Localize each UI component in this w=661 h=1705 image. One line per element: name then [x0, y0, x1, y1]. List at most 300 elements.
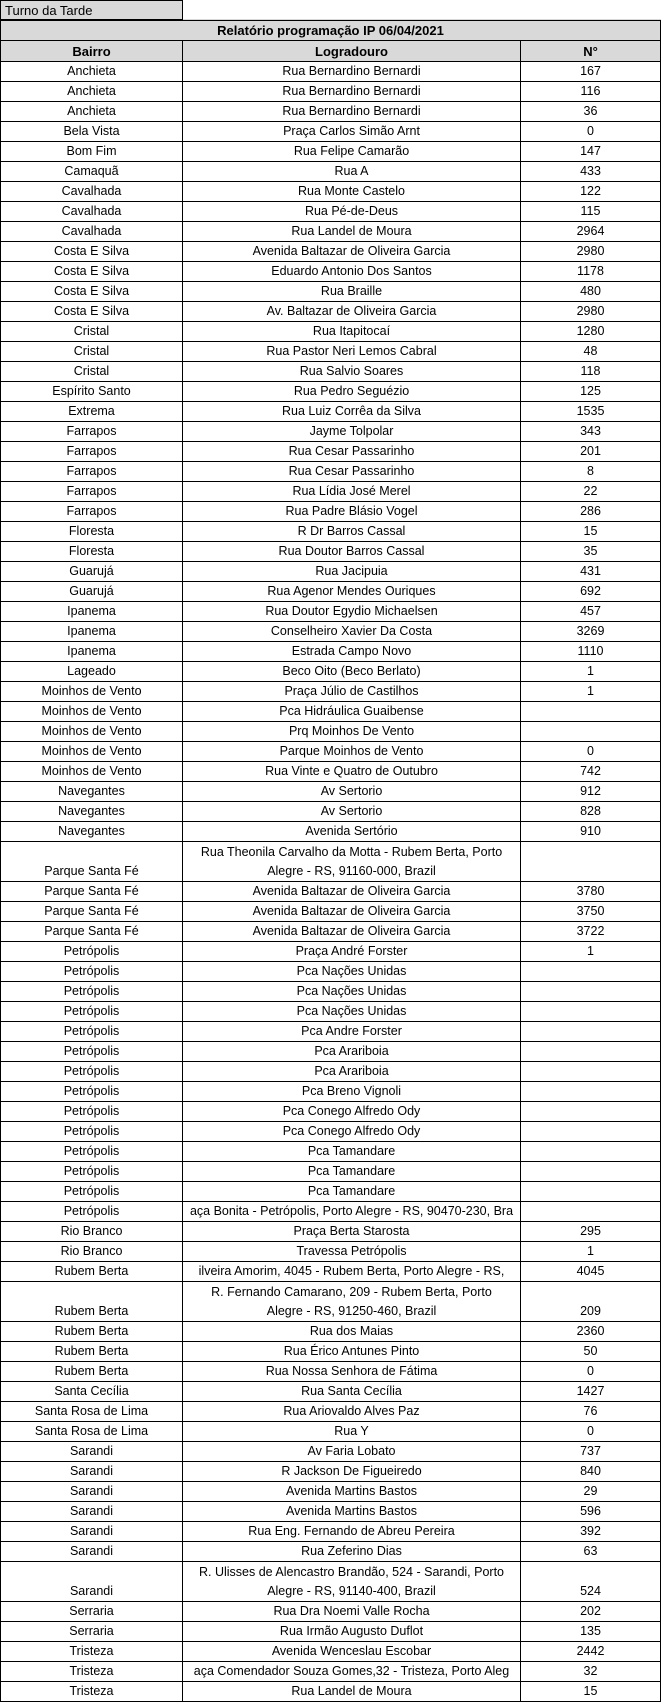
cell-bairro[interactable]: Moinhos de Vento	[0, 682, 183, 701]
cell-logradouro[interactable]: Rua Lídia José Merel	[183, 482, 521, 501]
cell-numero[interactable]: 910	[521, 822, 661, 841]
cell-logradouro[interactable]: Av. Baltazar de Oliveira Garcia	[183, 302, 521, 321]
cell-bairro[interactable]: Tristeza	[0, 1662, 183, 1681]
cell-logradouro[interactable]: Parque Moinhos de Vento	[183, 742, 521, 761]
cell-numero[interactable]: 433	[521, 162, 661, 181]
table-row	[0, 462, 661, 482]
cell-bairro[interactable]: Anchieta	[0, 82, 183, 101]
cell-numero[interactable]: 32	[521, 1662, 661, 1681]
cell-bairro[interactable]: Sarandi	[0, 1482, 183, 1501]
cell-bairro[interactable]: Cavalhada	[0, 202, 183, 221]
cell-bairro[interactable]: Parque Santa Fé	[0, 922, 183, 941]
cell-numero[interactable]	[521, 1162, 661, 1181]
table-row	[0, 682, 661, 702]
cell-bairro[interactable]: Sarandi	[0, 1562, 183, 1601]
table-row	[0, 562, 661, 582]
cell-numero[interactable]: 742	[521, 762, 661, 781]
cell-bairro[interactable]: Ipanema	[0, 622, 183, 641]
cell-numero[interactable]: 76	[521, 1402, 661, 1421]
cell-bairro[interactable]: Moinhos de Vento	[0, 722, 183, 741]
cell-logradouro[interactable]: aça Comendador Souza Gomes,32 - Tristeza, Porto Aleg	[183, 1662, 521, 1681]
cell-bairro[interactable]: Camaquã	[0, 162, 183, 181]
cell-bairro[interactable]: Cristal	[0, 342, 183, 361]
cell-logradouro[interactable]: Jayme Tolpolar	[183, 422, 521, 441]
cell-bairro[interactable]: Bom Fim	[0, 142, 183, 161]
cell-logradouro[interactable]: ilveira Amorim, 4045 - Rubem Berta, Porto Alegre - RS,	[183, 1262, 521, 1281]
cell-logradouro-line-2: Alegre - RS, 91250-460, Brazil	[266, 1304, 437, 1318]
cell-numero[interactable]: 737	[521, 1442, 661, 1461]
cell-bairro[interactable]: Lageado	[0, 662, 183, 681]
cell-logradouro[interactable]: Praça Carlos Simão Arnt	[183, 122, 521, 141]
cell-logradouro[interactable]: Rua Pedro Seguézio	[183, 382, 521, 401]
cell-logradouro[interactable]: Rua Jacipuia	[183, 562, 521, 581]
cell-numero[interactable]: 15	[521, 522, 661, 541]
cell-logradouro[interactable]: Rua Dra Noemi Valle Rocha	[183, 1602, 521, 1621]
report-title[interactable]: Relatório programação IP 06/04/2021	[0, 20, 661, 41]
cell-bairro[interactable]: Farrapos	[0, 442, 183, 461]
cell-numero[interactable]: 1178	[521, 262, 661, 281]
cell-numero[interactable]	[521, 722, 661, 741]
cell-bairro[interactable]: Ipanema	[0, 642, 183, 661]
cell-numero[interactable]: 828	[521, 802, 661, 821]
table-row	[0, 1102, 661, 1122]
cell-bairro[interactable]: Extrema	[0, 402, 183, 421]
cell-numero[interactable]: 2980	[521, 302, 661, 321]
cell-logradouro[interactable]: Praça Berta Starosta	[183, 1222, 521, 1241]
cell-bairro[interactable]: Moinhos de Vento	[0, 742, 183, 761]
cell-numero[interactable]: 295	[521, 1222, 661, 1241]
table-row	[0, 1182, 661, 1202]
cell-logradouro[interactable]: Rua Ariovaldo Alves Paz	[183, 1402, 521, 1421]
table-row	[0, 322, 661, 342]
cell-numero[interactable]: 201	[521, 442, 661, 461]
cell-bairro[interactable]: Petrópolis	[0, 1062, 183, 1081]
cell-logradouro[interactable]: Rua Irmão Augusto Duflot	[183, 1622, 521, 1641]
table-row	[0, 262, 661, 282]
cell-bairro[interactable]: Parque Santa Fé	[0, 842, 183, 881]
cell-bairro[interactable]: Santa Rosa de Lima	[0, 1422, 183, 1441]
cell-bairro[interactable]: Sarandi	[0, 1542, 183, 1561]
cell-logradouro[interactable]: Av Sertorio	[183, 802, 521, 821]
table-row	[0, 1442, 661, 1462]
table-row	[0, 802, 661, 822]
table-row	[0, 1662, 661, 1682]
cell-logradouro[interactable]: Rua Vinte e Quatro de Outubro	[183, 762, 521, 781]
table-row	[0, 942, 661, 962]
cell-logradouro[interactable]: R Dr Barros Cassal	[183, 522, 521, 541]
cell-logradouro[interactable]: Rua Bernardino Bernardi	[183, 62, 521, 81]
table-row	[0, 122, 661, 142]
cell-logradouro-line-1: R. Ulisses de Alencastro Brandão, 524 - Sarandi, Porto	[198, 1565, 505, 1579]
cell-logradouro[interactable]: R Jackson De Figueiredo	[183, 1462, 521, 1481]
cell-numero[interactable]: 524	[521, 1562, 661, 1601]
cell-logradouro[interactable]: Pca Nações Unidas	[183, 1002, 521, 1021]
cell-logradouro[interactable]: Rua Monte Castelo	[183, 182, 521, 201]
cell-logradouro[interactable]: Rua Nossa Senhora de Fátima	[183, 1362, 521, 1381]
cell-logradouro[interactable]: Rua Érico Antunes Pinto	[183, 1342, 521, 1361]
table-row	[0, 602, 661, 622]
cell-bairro[interactable]: Petrópolis	[0, 1142, 183, 1161]
cell-numero[interactable]: 4045	[521, 1262, 661, 1281]
cell-numero[interactable]: 8	[521, 462, 661, 481]
cell-numero[interactable]: 343	[521, 422, 661, 441]
cell-logradouro[interactable]: Beco Oito (Beco Berlato)	[183, 662, 521, 681]
table-row	[0, 1682, 661, 1702]
table-row	[0, 222, 661, 242]
cell-bairro[interactable]: Navegantes	[0, 802, 183, 821]
cell-logradouro[interactable]: Pca Nações Unidas	[183, 982, 521, 1001]
table-row	[0, 982, 661, 1002]
cell-bairro[interactable]: Rubem Berta	[0, 1262, 183, 1281]
cell-numero[interactable]: 2442	[521, 1642, 661, 1661]
cell-numero[interactable]	[521, 1142, 661, 1161]
cell-logradouro[interactable]: Pca Breno Vignoli	[183, 1082, 521, 1101]
empty-cell[interactable]	[521, 0, 661, 20]
cell-bairro[interactable]: Petrópolis	[0, 1022, 183, 1041]
cell-bairro[interactable]: Farrapos	[0, 462, 183, 481]
cell-logradouro[interactable]	[183, 1282, 521, 1321]
cell-numero[interactable]: 63	[521, 1542, 661, 1561]
table-row	[0, 1062, 661, 1082]
table-row	[0, 1642, 661, 1662]
table-row	[0, 1462, 661, 1482]
cell-logradouro[interactable]: Rua Doutor Egydio Michaelsen	[183, 602, 521, 621]
cell-numero[interactable]: 457	[521, 602, 661, 621]
cell-numero[interactable]: 3780	[521, 882, 661, 901]
cell-logradouro[interactable]: Rua Eng. Fernando de Abreu Pereira	[183, 1522, 521, 1541]
cell-logradouro[interactable]	[183, 1562, 521, 1601]
cell-logradouro[interactable]: Pca Conego Alfredo Ody	[183, 1122, 521, 1141]
cell-numero[interactable]	[521, 1102, 661, 1121]
cell-numero[interactable]: 840	[521, 1462, 661, 1481]
table-row	[0, 1002, 661, 1022]
cell-numero[interactable]: 3750	[521, 902, 661, 921]
table-row	[0, 442, 661, 462]
cell-numero[interactable]: 1427	[521, 1382, 661, 1401]
cell-logradouro[interactable]: Avenida Baltazar de Oliveira Garcia	[183, 922, 521, 941]
cell-numero[interactable]: 22	[521, 482, 661, 501]
turno-label[interactable]: Turno da Tarde	[0, 0, 183, 20]
cell-bairro[interactable]: Petrópolis	[0, 942, 183, 961]
cell-bairro[interactable]: Farrapos	[0, 422, 183, 441]
table-row	[0, 662, 661, 682]
cell-bairro[interactable]: Costa E Silva	[0, 242, 183, 261]
cell-logradouro[interactable]: Prq Moinhos De Vento	[183, 722, 521, 741]
cell-bairro[interactable]: Sarandi	[0, 1442, 183, 1461]
table-row	[0, 702, 661, 722]
cell-numero[interactable]: 1	[521, 942, 661, 961]
cell-logradouro[interactable]: Rua Doutor Barros Cassal	[183, 542, 521, 561]
cell-bairro[interactable]: Petrópolis	[0, 962, 183, 981]
cell-bairro[interactable]: Sarandi	[0, 1502, 183, 1521]
cell-numero[interactable]	[521, 702, 661, 721]
cell-numero[interactable]: 202	[521, 1602, 661, 1621]
table-row	[0, 102, 661, 122]
cell-numero[interactable]	[521, 982, 661, 1001]
table-row	[0, 1142, 661, 1162]
cell-numero[interactable]: 1280	[521, 322, 661, 341]
cell-numero[interactable]	[521, 842, 661, 881]
cell-bairro[interactable]: Floresta	[0, 522, 183, 541]
cell-bairro[interactable]: Cavalhada	[0, 222, 183, 241]
cell-logradouro[interactable]: Conselheiro Xavier Da Costa	[183, 622, 521, 641]
cell-logradouro[interactable]: Rua dos Maias	[183, 1322, 521, 1341]
cell-logradouro[interactable]: Rua Santa Cecília	[183, 1382, 521, 1401]
cell-bairro[interactable]: Petrópolis	[0, 1082, 183, 1101]
cell-bairro[interactable]: Parque Santa Fé	[0, 902, 183, 921]
cell-bairro[interactable]: Santa Cecília	[0, 1382, 183, 1401]
cell-logradouro[interactable]: Avenida Baltazar de Oliveira Garcia	[183, 902, 521, 921]
cell-logradouro[interactable]: Eduardo Antonio Dos Santos	[183, 262, 521, 281]
cell-bairro[interactable]: Ipanema	[0, 602, 183, 621]
cell-numero[interactable]: 2360	[521, 1322, 661, 1341]
cell-logradouro[interactable]: Estrada Campo Novo	[183, 642, 521, 661]
table-body	[0, 62, 661, 1702]
cell-bairro[interactable]: Costa E Silva	[0, 262, 183, 281]
cell-numero[interactable]: 0	[521, 1362, 661, 1381]
cell-numero[interactable]: 596	[521, 1502, 661, 1521]
cell-numero[interactable]: 167	[521, 62, 661, 81]
cell-numero[interactable]: 116	[521, 82, 661, 101]
cell-numero[interactable]: 912	[521, 782, 661, 801]
cell-bairro[interactable]: Moinhos de Vento	[0, 702, 183, 721]
header-logradouro[interactable]: Logradouro	[183, 41, 521, 61]
cell-numero[interactable]: 692	[521, 582, 661, 601]
cell-logradouro[interactable]: Rua Pé-de-Deus	[183, 202, 521, 221]
cell-logradouro[interactable]: Avenida Sertório	[183, 822, 521, 841]
cell-numero[interactable]	[521, 1122, 661, 1141]
cell-logradouro[interactable]: Avenida Wenceslau Escobar	[183, 1642, 521, 1661]
cell-logradouro[interactable]: Travessa Petrópolis	[183, 1242, 521, 1261]
header-numero[interactable]: N°	[521, 41, 661, 61]
cell-logradouro-line-2: Alegre - RS, 91160-000, Brazil	[267, 864, 436, 878]
cell-bairro[interactable]: Anchieta	[0, 62, 183, 81]
cell-logradouro[interactable]: Rua Y	[183, 1422, 521, 1441]
cell-bairro[interactable]: Guarujá	[0, 582, 183, 601]
cell-bairro[interactable]: Moinhos de Vento	[0, 762, 183, 781]
table-row	[0, 1222, 661, 1242]
cell-bairro[interactable]: Costa E Silva	[0, 282, 183, 301]
cell-bairro[interactable]: Tristeza	[0, 1682, 183, 1701]
cell-numero[interactable]: 1	[521, 662, 661, 681]
cell-numero[interactable]	[521, 1042, 661, 1061]
cell-bairro[interactable]: Rubem Berta	[0, 1342, 183, 1361]
cell-logradouro[interactable]: Rua Agenor Mendes Ouriques	[183, 582, 521, 601]
cell-bairro[interactable]: Rubem Berta	[0, 1322, 183, 1341]
cell-numero[interactable]: 286	[521, 502, 661, 521]
table-row	[0, 742, 661, 762]
cell-numero[interactable]: 1	[521, 1242, 661, 1261]
cell-bairro[interactable]: Sarandi	[0, 1462, 183, 1481]
cell-logradouro[interactable]: Avenida Baltazar de Oliveira Garcia	[183, 242, 521, 261]
cell-bairro[interactable]: Bela Vista	[0, 122, 183, 141]
cell-bairro[interactable]: Santa Rosa de Lima	[0, 1402, 183, 1421]
cell-logradouro[interactable]: Pca Nações Unidas	[183, 962, 521, 981]
table-row	[0, 82, 661, 102]
cell-numero[interactable]: 48	[521, 342, 661, 361]
cell-logradouro[interactable]: Av Faria Lobato	[183, 1442, 521, 1461]
cell-logradouro[interactable]	[183, 842, 521, 881]
table-row	[0, 1022, 661, 1042]
cell-numero[interactable]: 135	[521, 1622, 661, 1641]
cell-numero[interactable]: 0	[521, 742, 661, 761]
cell-numero[interactable]: 29	[521, 1482, 661, 1501]
cell-logradouro[interactable]: Praça André Forster	[183, 942, 521, 961]
table-row	[0, 1322, 661, 1342]
cell-numero[interactable]: 122	[521, 182, 661, 201]
cell-logradouro[interactable]: Avenida Martins Bastos	[183, 1502, 521, 1521]
cell-logradouro[interactable]: Rua Felipe Camarão	[183, 142, 521, 161]
table-row	[0, 502, 661, 522]
cell-logradouro[interactable]: aça Bonita - Petrópolis, Porto Alegre - RS, 90470-230, Bra	[183, 1202, 521, 1221]
cell-logradouro[interactable]: Av Sertorio	[183, 782, 521, 801]
cell-bairro[interactable]: Floresta	[0, 542, 183, 561]
cell-bairro[interactable]: Petrópolis	[0, 982, 183, 1001]
cell-bairro[interactable]: Serraria	[0, 1622, 183, 1641]
cell-bairro[interactable]: Cristal	[0, 362, 183, 381]
cell-bairro[interactable]: Farrapos	[0, 482, 183, 501]
cell-numero[interactable]: 2980	[521, 242, 661, 261]
table-row	[0, 762, 661, 782]
cell-logradouro[interactable]: Pca Tamandare	[183, 1142, 521, 1161]
table-row	[0, 522, 661, 542]
cell-bairro[interactable]: Cristal	[0, 322, 183, 341]
cell-numero[interactable]: 0	[521, 122, 661, 141]
cell-logradouro[interactable]: Pca Arariboia	[183, 1062, 521, 1081]
cell-logradouro[interactable]: Pca Hidráulica Guaibense	[183, 702, 521, 721]
cell-logradouro[interactable]: Pca Conego Alfredo Ody	[183, 1102, 521, 1121]
turno-row	[0, 0, 661, 20]
cell-numero[interactable]	[521, 1182, 661, 1201]
table-row	[0, 1162, 661, 1182]
cell-numero[interactable]: 431	[521, 562, 661, 581]
cell-numero[interactable]: 1110	[521, 642, 661, 661]
cell-bairro[interactable]: Serraria	[0, 1602, 183, 1621]
cell-bairro[interactable]: Rubem Berta	[0, 1362, 183, 1381]
cell-numero[interactable]: 15	[521, 1682, 661, 1701]
cell-bairro[interactable]: Petrópolis	[0, 1122, 183, 1141]
cell-numero[interactable]: 0	[521, 1422, 661, 1441]
cell-numero[interactable]: 115	[521, 202, 661, 221]
cell-numero[interactable]	[521, 1202, 661, 1221]
cell-bairro[interactable]: Petrópolis	[0, 1202, 183, 1221]
table-row	[0, 1402, 661, 1422]
cell-numero[interactable]: 50	[521, 1342, 661, 1361]
cell-logradouro[interactable]: Rua Pastor Neri Lemos Cabral	[183, 342, 521, 361]
cell-numero[interactable]: 1535	[521, 402, 661, 421]
cell-numero[interactable]	[521, 1062, 661, 1081]
cell-logradouro-line-1: R. Fernando Camarano, 209 - Rubem Berta, Porto	[211, 1285, 492, 1299]
cell-logradouro[interactable]: Pca Arariboia	[183, 1042, 521, 1061]
table-row	[0, 1342, 661, 1362]
cell-logradouro[interactable]: Avenida Martins Bastos	[183, 1482, 521, 1501]
cell-bairro[interactable]: Costa E Silva	[0, 302, 183, 321]
cell-logradouro[interactable]: Rua Bernardino Bernardi	[183, 102, 521, 121]
cell-bairro[interactable]: Navegantes	[0, 782, 183, 801]
cell-logradouro[interactable]: Rua Cesar Passarinho	[183, 442, 521, 461]
cell-logradouro[interactable]: Rua Landel de Moura	[183, 1682, 521, 1701]
table-row	[0, 1482, 661, 1502]
table-row	[0, 342, 661, 362]
cell-logradouro[interactable]: Rua Cesar Passarinho	[183, 462, 521, 481]
table-row	[0, 542, 661, 562]
cell-logradouro[interactable]: Rua Braille	[183, 282, 521, 301]
cell-numero[interactable]: 118	[521, 362, 661, 381]
cell-bairro[interactable]: Petrópolis	[0, 1002, 183, 1021]
cell-logradouro[interactable]: Avenida Baltazar de Oliveira Garcia	[183, 882, 521, 901]
cell-bairro[interactable]: Parque Santa Fé	[0, 882, 183, 901]
cell-bairro[interactable]: Rio Branco	[0, 1242, 183, 1261]
cell-logradouro[interactable]: Pca Andre Forster	[183, 1022, 521, 1041]
header-bairro[interactable]: Bairro	[0, 41, 183, 61]
table-row	[0, 282, 661, 302]
cell-logradouro[interactable]: Rua Itapitocaí	[183, 322, 521, 341]
cell-logradouro[interactable]: Rua Luiz Corrêa da Silva	[183, 402, 521, 421]
cell-numero[interactable]	[521, 1022, 661, 1041]
cell-numero[interactable]: 36	[521, 102, 661, 121]
table-row	[0, 202, 661, 222]
cell-logradouro[interactable]: Rua Landel de Moura	[183, 222, 521, 241]
cell-logradouro[interactable]: Rua A	[183, 162, 521, 181]
cell-numero[interactable]: 147	[521, 142, 661, 161]
cell-logradouro[interactable]: Rua Salvio Soares	[183, 362, 521, 381]
cell-logradouro[interactable]: Praça Júlio de Castilhos	[183, 682, 521, 701]
cell-numero[interactable]: 480	[521, 282, 661, 301]
cell-logradouro[interactable]: Rua Padre Blásio Vogel	[183, 502, 521, 521]
table-row	[0, 1082, 661, 1102]
cell-numero[interactable]: 3722	[521, 922, 661, 941]
cell-bairro[interactable]: Cavalhada	[0, 182, 183, 201]
cell-bairro[interactable]: Anchieta	[0, 102, 183, 121]
cell-logradouro[interactable]: Pca Tamandare	[183, 1162, 521, 1181]
cell-bairro[interactable]: Espírito Santo	[0, 382, 183, 401]
cell-bairro[interactable]: Navegantes	[0, 822, 183, 841]
cell-bairro[interactable]: Petrópolis	[0, 1182, 183, 1201]
cell-bairro[interactable]: Petrópolis	[0, 1042, 183, 1061]
cell-numero[interactable]: 392	[521, 1522, 661, 1541]
cell-bairro[interactable]: Farrapos	[0, 502, 183, 521]
cell-numero[interactable]: 1	[521, 682, 661, 701]
cell-numero[interactable]: 2964	[521, 222, 661, 241]
cell-numero[interactable]: 35	[521, 542, 661, 561]
table-row	[0, 1262, 661, 1282]
cell-numero[interactable]: 125	[521, 382, 661, 401]
cell-numero[interactable]: 209	[521, 1282, 661, 1321]
cell-bairro[interactable]: Petrópolis	[0, 1102, 183, 1121]
table-row	[0, 1202, 661, 1222]
cell-numero[interactable]	[521, 1082, 661, 1101]
cell-numero[interactable]	[521, 962, 661, 981]
cell-numero[interactable]: 3269	[521, 622, 661, 641]
table-row	[0, 1362, 661, 1382]
cell-bairro[interactable]: Sarandi	[0, 1522, 183, 1541]
cell-bairro[interactable]: Tristeza	[0, 1642, 183, 1661]
table-row	[0, 882, 661, 902]
empty-cell[interactable]	[183, 0, 521, 20]
cell-logradouro[interactable]: Pca Tamandare	[183, 1182, 521, 1201]
table-row	[0, 1122, 661, 1142]
table-row	[0, 962, 661, 982]
cell-numero[interactable]	[521, 1002, 661, 1021]
cell-logradouro[interactable]: Rua Zeferino Dias	[183, 1542, 521, 1561]
cell-logradouro[interactable]: Rua Bernardino Bernardi	[183, 82, 521, 101]
cell-bairro[interactable]: Rubem Berta	[0, 1282, 183, 1321]
table-row	[0, 922, 661, 942]
cell-bairro[interactable]: Guarujá	[0, 562, 183, 581]
table-row	[0, 182, 661, 202]
cell-bairro[interactable]: Petrópolis	[0, 1162, 183, 1181]
cell-bairro[interactable]: Rio Branco	[0, 1222, 183, 1241]
